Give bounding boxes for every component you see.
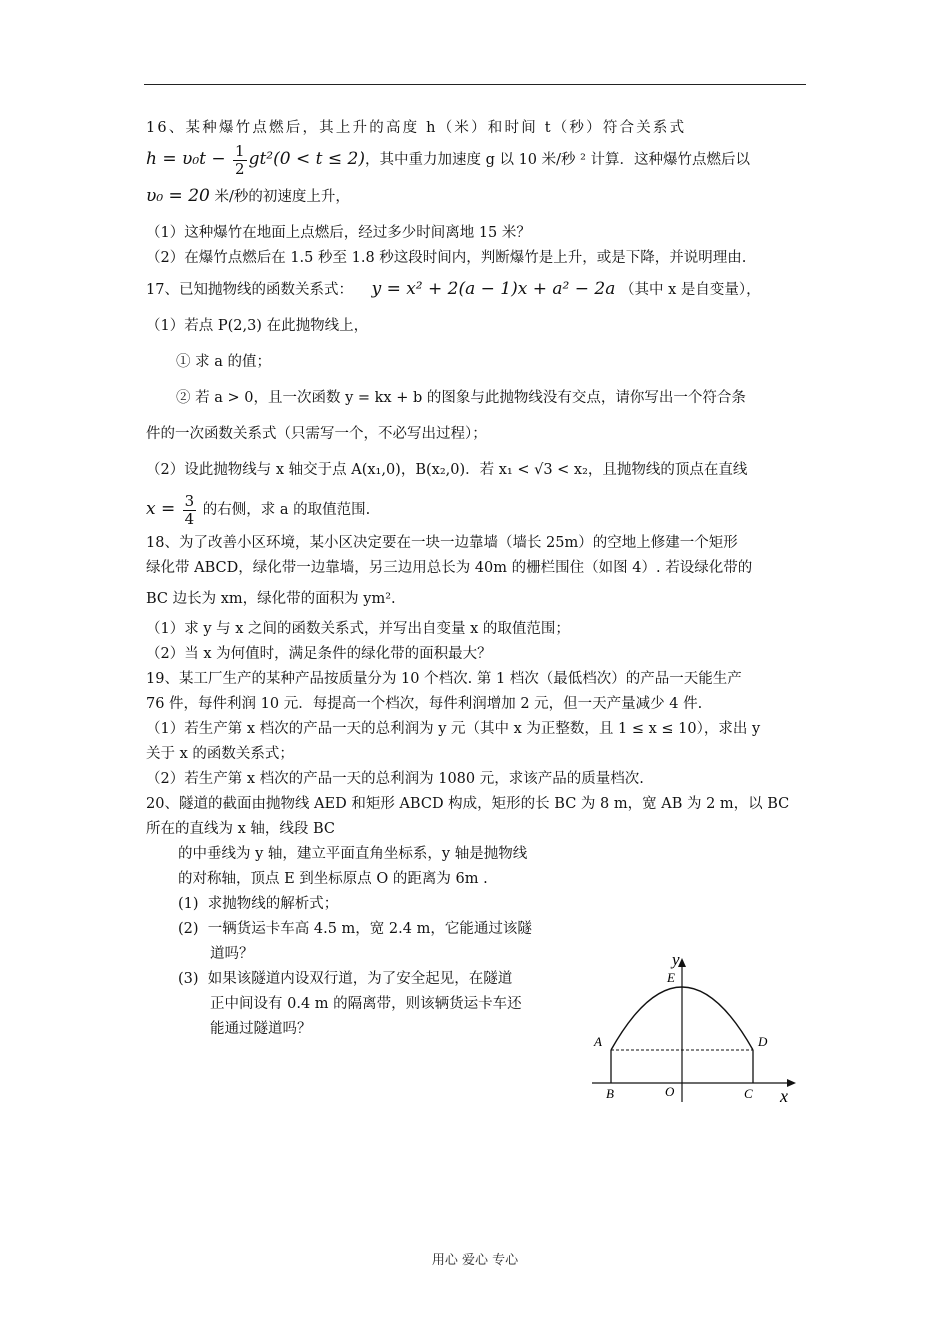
q19-line2: 76 件，每件利润 10 元．每提高一个档次，每件利润增加 2 元，但一天产量减少 4 件. <box>146 696 703 712</box>
x-axis-arrow <box>787 1079 796 1087</box>
q18-line1: 18、为了改善小区环境，某小区决定要在一块一边靠墙（墙长 25m）的空地上修建一个矩形 <box>146 535 738 551</box>
q20-sub2 <box>146 917 808 942</box>
q18-sub2: （2）当 x 为何值时，满足条件的绿化带的面积最大？ <box>146 646 492 662</box>
q17-sub2-line2 <box>146 488 808 531</box>
page-footer: 用心 爱心 专心 <box>431 1253 519 1268</box>
label-e: E <box>667 970 675 985</box>
q16-frac-num: 1 <box>235 141 245 160</box>
q20-line1: 20、隧道的截面由抛物线 AED 和矩形 ABCD 构成，矩形的长 BC 为 8 m，宽 AB 为 2 m，以 BC <box>146 796 790 812</box>
q17-sub1: （1）若点 P(2,3) 在此抛物线上， <box>146 318 369 334</box>
q18-line3: BC 边长为 xm，绿化带的面积为 ym². <box>146 591 396 607</box>
label-d: D <box>758 1034 768 1049</box>
q20-line3: 的中垂线为 y 轴，建立平面直角坐标系，y 轴是抛物线 <box>178 846 528 862</box>
q16-line3 <box>146 178 808 215</box>
q17-line1-text: 17、已知抛物线的函数关系式： <box>146 282 353 298</box>
q17-line1-rest: （其中 x 是自变量）， <box>619 282 761 298</box>
q17-sub2-x: x = <box>146 499 181 519</box>
question-16 <box>146 116 808 271</box>
q20-line4: 的对称轴，顶点 E 到坐标原点 O 的距离为 6m . <box>178 871 488 887</box>
q18-sub1: （1）求 y 与 x 之间的函数关系式，并写出自变量 x 的取值范围； <box>146 621 570 637</box>
q17-sub1a: ① 求 a 的值； <box>176 354 271 370</box>
q19-sub1: （1）若生产第 x 档次的产品一天的总利润为 y 元（其中 x 为正整数，且 1 ≤ x ≤ 10），求出 y <box>146 721 761 737</box>
q20-line2: 所在的直线为 x 轴，线段 BC <box>146 821 336 837</box>
q20-sub1-mark: (1) <box>178 896 199 912</box>
q17-sub1b: ② 若 a > 0，且一次函数 y = kx + b 的图象与此抛物线没有交点，请你写出一个符合条 <box>176 390 746 406</box>
question-17 <box>146 271 808 531</box>
q16-formula-left: h = υ₀t − <box>146 149 232 169</box>
q17-line1 <box>146 271 808 308</box>
q20-sub3-cont2: 能通过隧道吗？ <box>210 1021 312 1037</box>
question-18 <box>146 531 808 667</box>
q18-line2: 绿化带 ABCD，绿化带一边靠墙，另三边用总长为 40m 的栅栏围住（如图 4）. 若设绿化带的 <box>146 560 753 576</box>
q16-fraction <box>233 143 247 178</box>
q16-v0: υ₀ = 20 <box>146 186 210 206</box>
q16-line2 <box>146 141 808 178</box>
q19-line1: 19、某工厂生产的某种产品按质量分为 10 个档次. 第 1 档次（最低档次）的产品一天能生产 <box>146 671 742 687</box>
q17-sub1b-cont: 件的一次函数关系式（只需写一个，不必写出过程）； <box>146 426 487 442</box>
q17-fraction <box>183 493 197 528</box>
q17-formula: y = x² + 2(a − 1)x + a² − 2a <box>371 279 616 299</box>
q20-sub3-text: 如果该隧道内设双行道，为了安全起见，在隧道 <box>207 971 513 987</box>
q16-frac-den: 2 <box>235 159 245 178</box>
header-rule <box>144 84 806 85</box>
q16-line1: 16、某种爆竹点燃后，其上升的高度 h（米）和时间 t（秒）符合关系式 <box>146 120 687 136</box>
q20-sub1 <box>146 892 808 917</box>
q20-sub3-cont1: 正中间设有 0.4 m 的隔离带，则该辆货运卡车还 <box>210 996 522 1012</box>
q20-sub1-text: 求抛物线的解析式； <box>207 896 339 912</box>
label-a: A <box>594 1034 602 1049</box>
q20-sub2-mark: (2) <box>178 921 199 937</box>
q16-sub1: （1）这种爆竹在地面上点燃后，经过多少时间离地 15 米？ <box>146 225 531 241</box>
question-19 <box>146 667 808 792</box>
q20-sub2-text: 一辆货运卡车高 4.5 m，宽 2.4 m，它能通过该隧 <box>207 921 532 937</box>
label-c: C <box>744 1086 753 1101</box>
label-b: B <box>606 1086 614 1101</box>
q16-formula-right: gt²(0 < t ≤ 2) <box>248 149 365 169</box>
q16-line2-rest: ，其中重力加速度 g 以 10 米/秒 ² 计算．这种爆竹点燃后以 <box>364 152 751 168</box>
q17-frac-den: 4 <box>184 509 195 528</box>
tunnel-diagram <box>586 950 806 1110</box>
q20-sub2-cont: 道吗？ <box>210 946 254 962</box>
q16-sub2: （2）在爆竹点燃后在 1.5 秒至 1.8 秒这段时间内，判断爆竹是上升，或是下降，并说明理由. <box>146 250 747 266</box>
q19-sub1-cont: 关于 x 的函数关系式； <box>146 746 294 762</box>
q20-sub3-mark: (3) <box>178 971 199 987</box>
q16-line3-rest: 米/秒的初速度上升， <box>209 189 350 205</box>
label-o: O <box>665 1084 675 1099</box>
q19-sub2: （2）若生产第 x 档次的产品一天的总利润为 1080 元，求该产品的质量档次. <box>146 771 644 787</box>
q17-sub2: （2）设此抛物线与 x 轴交于点 A(x₁,0)，B(x₂,0)．若 x₁ < √3 < x₂，且抛物线的顶点在直线 <box>146 462 748 478</box>
q17-sub2-rest: 的右侧，求 a 的取值范围. <box>198 502 371 518</box>
label-y: y <box>672 950 680 969</box>
content-body <box>146 116 808 1042</box>
label-x: x <box>780 1086 788 1106</box>
q17-frac-num: 3 <box>184 491 195 510</box>
